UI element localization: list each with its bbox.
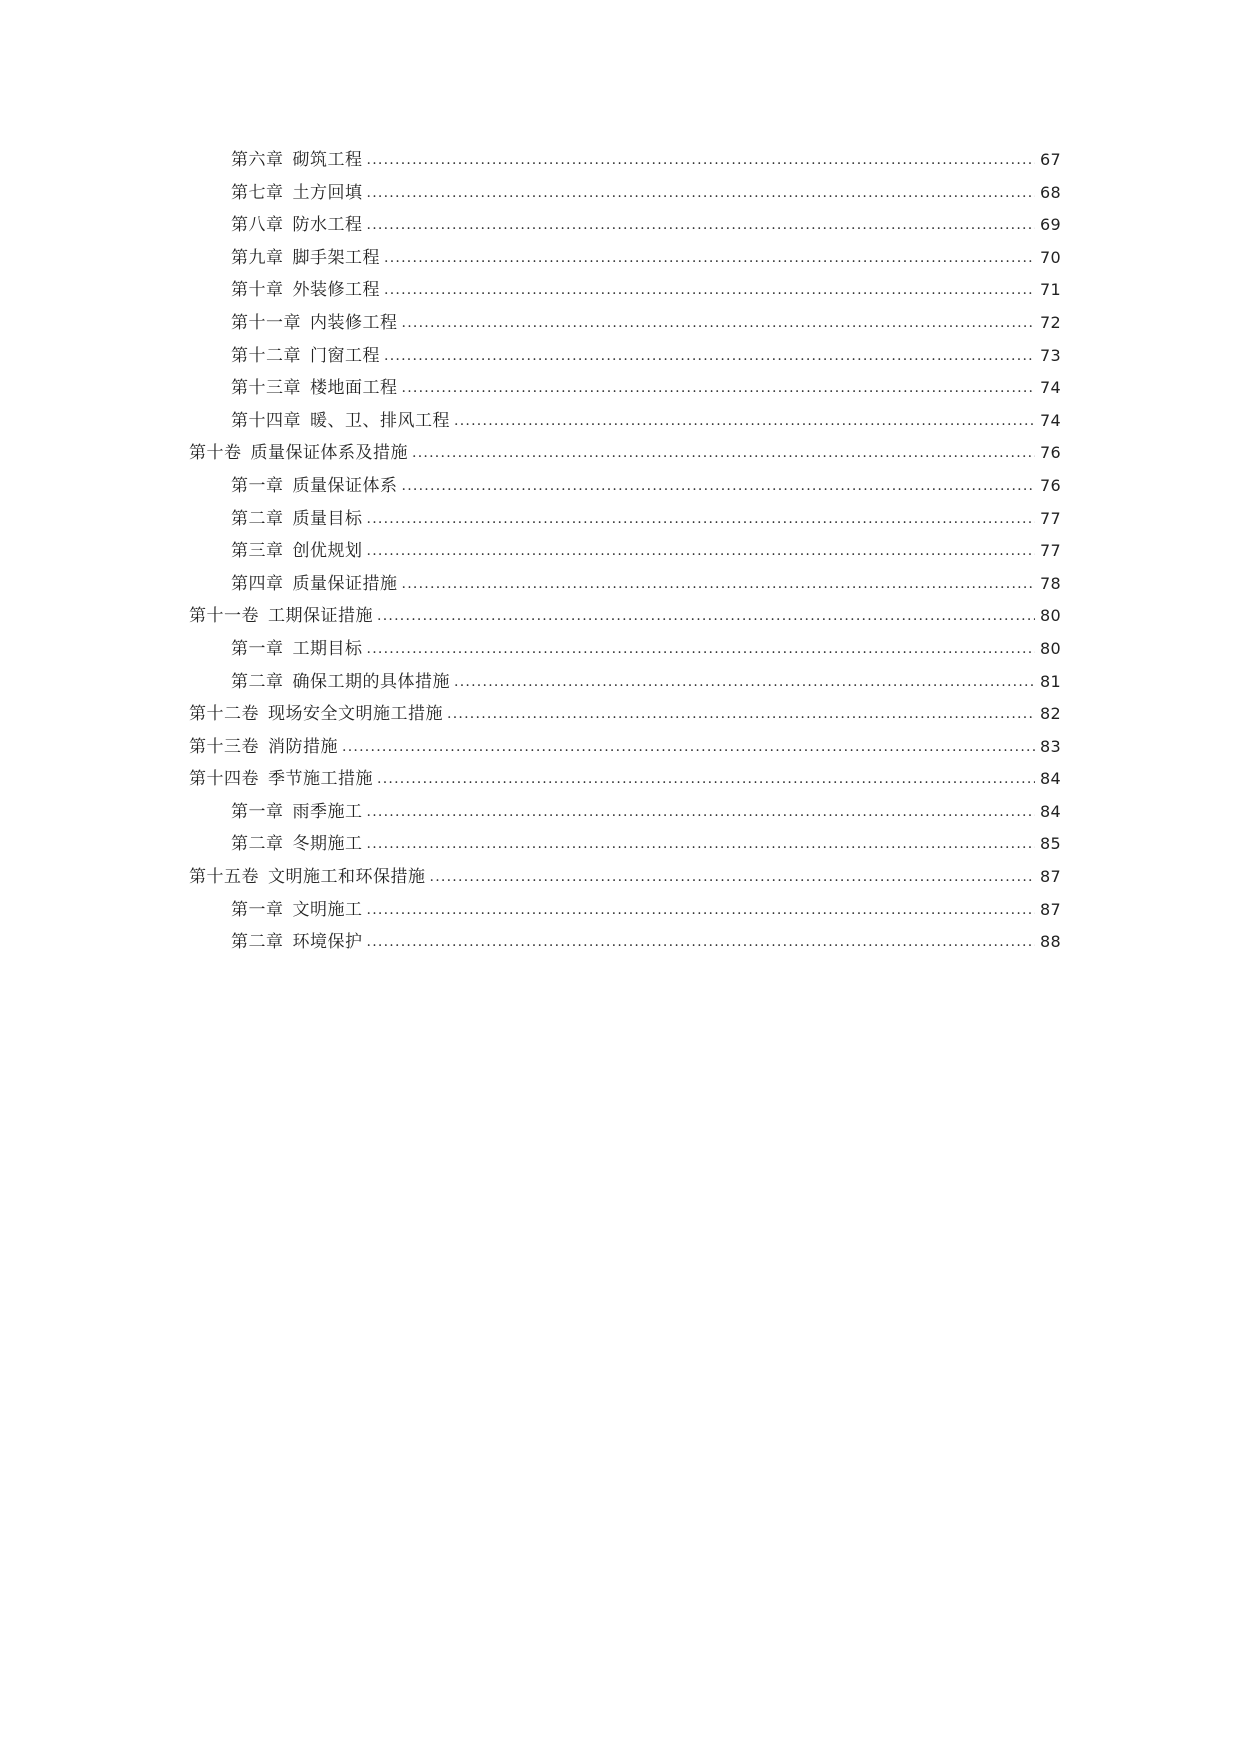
toc-entry-label [189, 443, 408, 463]
toc-entry-label [231, 574, 398, 594]
toc-entry-number: 第一章 [231, 899, 284, 920]
toc-entry-title: 内装修工程 [310, 312, 398, 333]
toc-entry-number: 第八章 [231, 215, 284, 236]
toc-entry-number: 第六章 [231, 150, 284, 170]
toc-chapter-entry[interactable] [0, 834, 1241, 867]
toc-entry-label [231, 280, 380, 300]
toc-entry-title: 防水工程 [292, 215, 363, 236]
toc-page-number: 82 [1040, 704, 1061, 724]
toc-entry-content [231, 476, 1061, 496]
toc-entry-label [189, 606, 373, 626]
toc-page-number: 83 [1040, 736, 1061, 756]
toc-chapter-entry[interactable] [0, 932, 1241, 965]
toc-volume-entry[interactable] [0, 737, 1241, 770]
toc-page-number: 78 [1040, 573, 1061, 593]
toc-chapter-entry[interactable] [0, 183, 1241, 216]
toc-page-number: 74 [1040, 410, 1061, 430]
toc-dot-leader [384, 280, 1035, 300]
toc-entry-content [189, 606, 1061, 626]
toc-entry-number: 第三章 [231, 541, 284, 562]
toc-entry-label [231, 411, 450, 431]
toc-page-number: 87 [1040, 867, 1061, 887]
toc-dot-leader [377, 769, 1035, 789]
toc-dot-leader [412, 443, 1035, 463]
toc-chapter-entry[interactable] [0, 378, 1241, 411]
toc-page-number: 69 [1040, 215, 1061, 235]
toc-entry-title: 质量目标 [292, 508, 363, 529]
toc-page-number: 76 [1040, 475, 1061, 495]
toc-page-number: 67 [1040, 150, 1061, 169]
toc-dot-leader [402, 574, 1036, 594]
toc-entry-number: 第十二章 [231, 345, 301, 366]
toc-entry-content [189, 737, 1061, 757]
toc-chapter-entry[interactable] [0, 509, 1241, 542]
toc-entry-number: 第十三章 [231, 378, 301, 399]
toc-entry-content [231, 248, 1061, 268]
toc-dot-leader [447, 704, 1035, 724]
table-of-contents [0, 150, 1241, 965]
toc-entry-content [231, 280, 1061, 300]
toc-entry-label [189, 769, 373, 789]
toc-page-number: 84 [1040, 769, 1061, 789]
toc-entry-title: 砌筑工程 [292, 150, 363, 170]
toc-page-number: 71 [1040, 280, 1061, 300]
toc-entry-title: 脚手架工程 [292, 247, 380, 268]
toc-entry-label [231, 802, 363, 822]
toc-entry-title: 现场安全文明施工措施 [268, 704, 443, 725]
toc-chapter-entry[interactable] [0, 215, 1241, 248]
toc-chapter-entry[interactable] [0, 574, 1241, 607]
toc-entry-number: 第四章 [231, 573, 284, 594]
toc-entry-content [189, 704, 1061, 724]
toc-dot-leader [367, 900, 1036, 920]
toc-entry-title: 季节施工措施 [268, 769, 373, 790]
toc-page-number: 74 [1040, 378, 1061, 398]
toc-entry-title: 外装修工程 [292, 280, 380, 301]
toc-dot-leader [367, 183, 1036, 203]
toc-dot-leader [402, 378, 1036, 398]
toc-page-number: 77 [1040, 541, 1061, 561]
toc-entry-title: 文明施工和环保措施 [268, 867, 426, 888]
toc-entry-label [231, 346, 380, 366]
toc-entry-content [231, 932, 1061, 952]
toc-volume-entry[interactable] [0, 704, 1241, 737]
toc-entry-number: 第十二卷 [189, 704, 259, 725]
toc-page-number: 88 [1040, 932, 1061, 952]
toc-page-number: 70 [1040, 247, 1061, 267]
toc-entry-number: 第一章 [231, 475, 284, 496]
toc-entry-content [231, 834, 1061, 854]
toc-dot-leader [367, 802, 1036, 822]
toc-dot-leader [342, 737, 1035, 757]
toc-page-number: 80 [1040, 638, 1061, 658]
toc-volume-entry[interactable] [0, 867, 1241, 900]
toc-chapter-entry[interactable] [0, 802, 1241, 835]
toc-entry-number: 第一章 [231, 801, 284, 822]
toc-dot-leader [367, 932, 1036, 952]
toc-entry-number: 第十五卷 [189, 867, 259, 888]
toc-page-number: 87 [1040, 899, 1061, 919]
toc-page-number: 72 [1040, 312, 1061, 332]
toc-entry-label [231, 900, 363, 920]
toc-entry-number: 第九章 [231, 247, 284, 268]
toc-entry-title: 暖、卫、排风工程 [310, 410, 450, 431]
toc-chapter-entry[interactable] [0, 150, 1241, 183]
toc-entry-title: 工期保证措施 [268, 606, 373, 627]
toc-entry-label [231, 509, 363, 529]
toc-entry-title: 质量保证体系及措施 [250, 443, 408, 464]
toc-page-number: 76 [1040, 443, 1061, 463]
toc-entry-label [231, 834, 363, 854]
toc-dot-leader [454, 672, 1035, 692]
toc-entry-number: 第十四章 [231, 410, 301, 431]
toc-chapter-entry[interactable] [0, 313, 1241, 346]
toc-chapter-entry[interactable] [0, 248, 1241, 281]
toc-entry-content [231, 411, 1061, 431]
toc-entry-title: 消防措施 [268, 736, 338, 757]
toc-entry-content [231, 672, 1061, 692]
toc-entry-label [231, 150, 363, 170]
toc-entry-number: 第十三卷 [189, 736, 259, 757]
toc-entry-label [189, 704, 443, 724]
toc-dot-leader [430, 867, 1036, 887]
toc-entry-content [231, 215, 1061, 235]
toc-dot-leader [384, 346, 1035, 366]
toc-dot-leader [367, 509, 1036, 529]
toc-dot-leader [454, 411, 1035, 431]
toc-entry-number: 第一章 [231, 638, 284, 659]
toc-entry-label [189, 867, 426, 887]
toc-entry-content [189, 867, 1061, 887]
toc-entry-label [231, 541, 363, 561]
toc-entry-title: 工期目标 [292, 638, 363, 659]
toc-entry-number: 第十一章 [231, 312, 301, 333]
toc-entry-label [231, 639, 363, 659]
toc-entry-label [231, 672, 450, 692]
toc-entry-title: 环境保护 [292, 932, 363, 953]
toc-dot-leader [384, 248, 1035, 268]
toc-entry-title: 冬期施工 [292, 834, 363, 855]
toc-entry-number: 第十章 [231, 280, 284, 301]
toc-volume-entry[interactable] [0, 606, 1241, 639]
toc-chapter-entry[interactable] [0, 411, 1241, 444]
toc-entry-number: 第二章 [231, 834, 284, 855]
toc-page-number: 68 [1040, 182, 1061, 202]
toc-entry-label [231, 313, 398, 333]
toc-entry-content [231, 900, 1061, 920]
toc-chapter-entry[interactable] [0, 672, 1241, 705]
toc-entry-number: 第十卷 [189, 443, 242, 464]
toc-dot-leader [367, 150, 1036, 170]
toc-entry-title: 创优规划 [292, 541, 363, 562]
toc-page-number: 73 [1040, 345, 1061, 365]
toc-page-number: 85 [1040, 834, 1061, 854]
toc-entry-label [189, 737, 338, 757]
toc-dot-leader [377, 606, 1035, 626]
toc-entry-title: 门窗工程 [310, 345, 380, 366]
toc-volume-entry[interactable] [0, 769, 1241, 802]
toc-chapter-entry[interactable] [0, 280, 1241, 313]
toc-entry-content [189, 443, 1061, 463]
toc-page-number: 81 [1040, 671, 1061, 691]
toc-entry-title: 楼地面工程 [310, 378, 398, 399]
toc-entry-label [231, 476, 398, 496]
toc-entry-label [231, 932, 363, 952]
toc-chapter-entry[interactable] [0, 639, 1241, 672]
toc-entry-content [231, 183, 1061, 203]
toc-dot-leader [402, 476, 1036, 496]
toc-entry-content [231, 574, 1061, 594]
toc-entry-number: 第二章 [231, 671, 284, 692]
toc-entry-content [231, 150, 1061, 170]
toc-entry-title: 质量保证体系 [292, 475, 398, 496]
toc-entry-number: 第二章 [231, 508, 284, 529]
toc-entry-title: 文明施工 [292, 899, 363, 920]
toc-entry-number: 第七章 [231, 182, 284, 203]
toc-entry-title: 确保工期的具体措施 [292, 671, 450, 692]
toc-chapter-entry[interactable] [0, 541, 1241, 574]
toc-entry-label [231, 183, 363, 203]
toc-entry-content [231, 313, 1061, 333]
toc-dot-leader [367, 215, 1036, 235]
toc-page-number: 80 [1040, 606, 1061, 626]
toc-entry-number: 第十四卷 [189, 769, 259, 790]
toc-entry-content [231, 639, 1061, 659]
toc-entry-content [231, 541, 1061, 561]
toc-chapter-entry[interactable] [0, 476, 1241, 509]
toc-dot-leader [367, 834, 1036, 854]
toc-entry-number: 第二章 [231, 932, 284, 953]
toc-entry-content [231, 378, 1061, 398]
toc-entry-title: 质量保证措施 [292, 573, 398, 594]
toc-entry-content [231, 509, 1061, 529]
toc-entry-title: 雨季施工 [292, 801, 363, 822]
toc-entry-label [231, 378, 398, 398]
toc-entry-content [231, 802, 1061, 822]
toc-entry-number: 第十一卷 [189, 606, 259, 627]
toc-entry-label [231, 248, 380, 268]
toc-chapter-entry[interactable] [0, 900, 1241, 933]
toc-dot-leader [367, 541, 1036, 561]
toc-entry-title: 土方回填 [292, 182, 363, 203]
toc-volume-entry[interactable] [0, 443, 1241, 476]
toc-entry-content [231, 346, 1061, 366]
toc-chapter-entry[interactable] [0, 346, 1241, 379]
toc-page-number: 84 [1040, 801, 1061, 821]
toc-dot-leader [367, 639, 1036, 659]
toc-page-number: 77 [1040, 508, 1061, 528]
toc-entry-content [189, 769, 1061, 789]
toc-dot-leader [402, 313, 1036, 333]
toc-entry-label [231, 215, 363, 235]
